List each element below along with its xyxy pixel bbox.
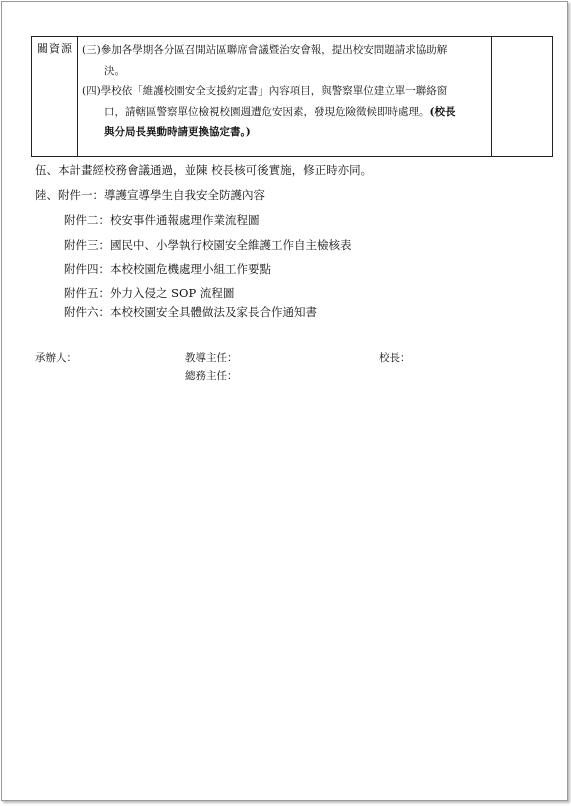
resource-item-4-line2-bold: (校長 xyxy=(429,105,456,118)
signature-handler: 承辦人： xyxy=(35,352,77,364)
signature-principal: 校長： xyxy=(379,352,411,364)
attachment-3: 附件三：國民中、小學執行校園安全維護工作自主檢核表 xyxy=(64,238,352,252)
signature-general-affairs-director: 總務主任： xyxy=(185,370,238,382)
resource-item-4-line3: 與分局長異動時請更換協定書。) xyxy=(104,126,251,138)
resource-item-3-line2: 決。 xyxy=(104,64,125,77)
resource-item-4-line2-text: 口，請轄區警察單位檢視校園週遭危安因素，發現危險徵候即時處理。 xyxy=(104,105,430,118)
resource-item-3-line1: (三)參加各學期各分區召開站區聯席會議暨治安會報，提出校安問題請求協助解 xyxy=(82,44,448,56)
attachment-6: 附件六：本校校園安全具體做法及家長合作通知書 xyxy=(64,305,317,319)
section-six-heading: 陸、附件一：導護宣導學生自我安全防護內容 xyxy=(35,188,265,202)
resource-item-4 xyxy=(82,81,487,143)
resource-label: 關資源 xyxy=(37,42,73,55)
resource-blank-cell xyxy=(492,37,553,157)
section-five: 伍、本計畫經校務會議通過，並陳 校長核可後實施，修正時亦同。 xyxy=(35,163,373,177)
resource-item-4-line2 xyxy=(82,102,487,123)
attachment-2: 附件二：校安事件通報處理作業流程圖 xyxy=(64,213,260,227)
attachment-4: 附件四：本校校園危機處理小組工作要點 xyxy=(64,262,271,276)
document-page xyxy=(1,1,568,801)
resource-table xyxy=(31,36,553,157)
resource-label-cell xyxy=(32,37,78,157)
attachment-5: 附件五：外力入侵之 SOP 流程圖 xyxy=(64,286,235,300)
resource-body-cell xyxy=(78,37,492,157)
resource-item-3 xyxy=(82,40,487,81)
signature-counseling-director: 教導主任： xyxy=(185,352,238,364)
resource-item-4-line1: (四)學校依「維護校園安全支援約定書」內容項目，與警察單位建立單一聯絡窗 xyxy=(82,85,448,97)
